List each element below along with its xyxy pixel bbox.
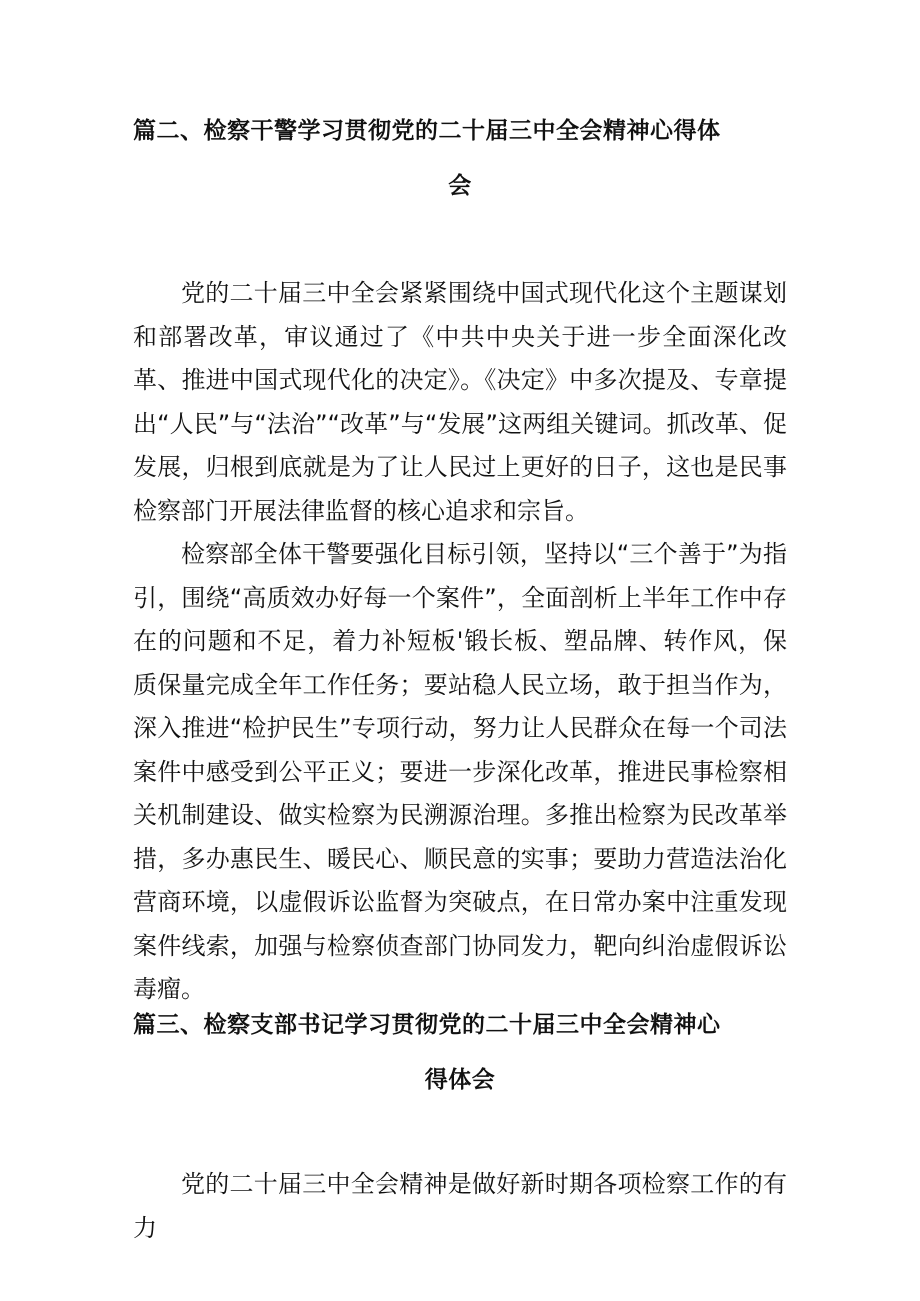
- section-2-paragraph-2: 检察部全体干警要强化目标引领，坚持以“三个善于”为指引，围绕“高质效办好每一个案件”，全面剖析上半年工作中存在的问题和不足，着力补短板'锻长板、塑品牌、转作风，保质保量完成全年工作任务；要站稳人民立场，敢于担当作为，深入推进“检护民生”专项行动，努力让人民群众在每一个司法案件中感受到公平正义；要进一步深化改革，推进民事检察相关机制建设、做实检察为民溯源治理。多推出检察为民改革举措，多办惠民生、暖民心、顺民意的实事；要助力营造法治化营商环境，以虚假诉讼监督为突破点，在日常办案中注重发现案件线索，加强与检察侦查部门协同发力，靶向纠治虚假诉讼毒瘤。: [133, 540, 787, 1003]
- section-2-heading-line-1: 篇二、检察干警学习贯彻党的二十届三中全会精神心得体: [133, 118, 721, 144]
- section-3-heading-line-1: 篇三、检察支部书记学习贯彻党的二十届三中全会精神心: [133, 1012, 721, 1038]
- section-3-heading: [133, 998, 787, 1108]
- section-3-paragraph-1: 党的二十届三中全会精神是做好新时期各项检察工作的有力: [133, 1170, 787, 1242]
- section-3-heading-line-2: 得体会: [424, 1067, 496, 1093]
- section-2-heading: [133, 104, 787, 214]
- section-2-heading-line-2: 会: [448, 173, 472, 199]
- section-2-paragraph-1: 党的二十届三中全会紧紧围绕中国式现代化这个主题谋划和部署改革，审议通过了《中共中央关于进一步全面深化改革、推进中国式现代化的决定》。《决定》中多次提及、专章提出“人民”与“法治”“改革”与“发展”这两组关键词。抓改革、促发展，归根到底就是为了让人民过上更好的日子，这也是民事检察部门开展法律监督的核心追求和宗旨。: [133, 279, 787, 525]
